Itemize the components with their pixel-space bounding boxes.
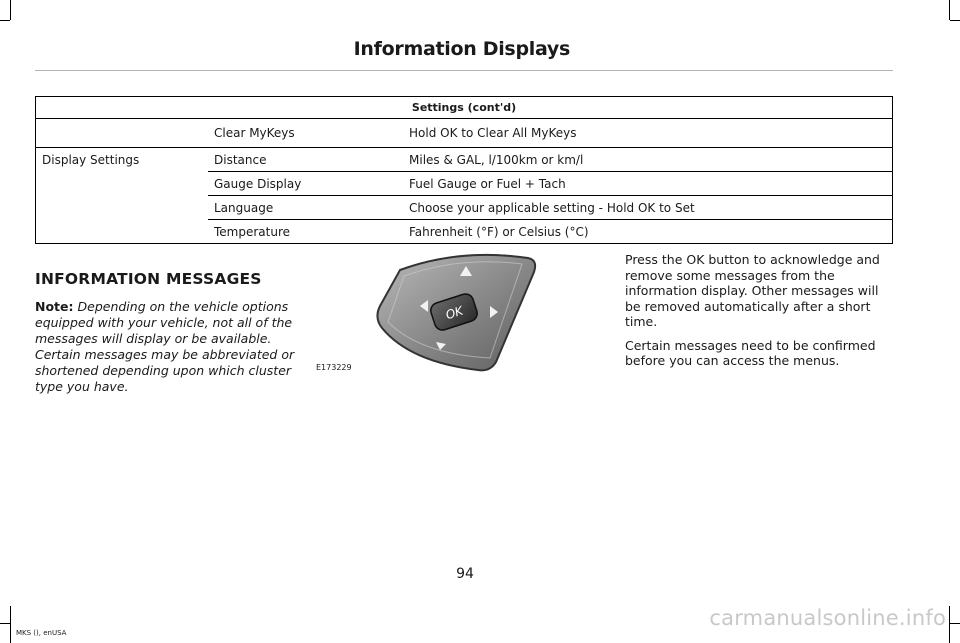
- table-title: Settings (cont'd): [36, 97, 893, 119]
- table-cell-value: Fuel Gauge or Fuel + Tach: [403, 172, 893, 196]
- crop-mark: [10, 606, 11, 643]
- table-row: [36, 119, 893, 148]
- section-heading: INFORMATION MESSAGES: [35, 270, 262, 288]
- crop-mark: [949, 0, 950, 20]
- table-cell-item: Language: [208, 196, 403, 220]
- table-cell-category: [36, 119, 209, 148]
- table-cell-value: Miles & GAL, l/100km or km/l: [403, 148, 893, 172]
- crop-mark: [0, 623, 10, 624]
- ok-button-label: OK: [443, 303, 465, 323]
- table-cell-value: Hold OK to Clear All MyKeys: [403, 119, 893, 148]
- note-paragraph: [35, 299, 310, 395]
- table-cell-value: Choose your applicable setting - Hold OK to Set: [403, 196, 893, 220]
- watermark: carmanualsonline.info: [709, 606, 946, 630]
- crop-mark: [0, 20, 10, 21]
- table-cell-item: Temperature: [208, 220, 403, 244]
- table-cell-item: Clear MyKeys: [208, 119, 403, 148]
- page-number: 94: [456, 566, 474, 582]
- table-cell-category: Display Settings: [36, 148, 209, 244]
- page-title: Information Displays: [353, 38, 570, 60]
- crop-mark: [950, 20, 960, 21]
- table-cell-item: Gauge Display: [208, 172, 403, 196]
- title-rule: [35, 70, 893, 71]
- settings-table: [35, 96, 893, 244]
- paragraph: Press the OK button to acknowledge and remove some messages from the information display. Other messages will be removed automatically after a short time.: [625, 252, 880, 329]
- crop-mark: [949, 606, 950, 643]
- illustration-id: E173229: [316, 363, 352, 372]
- steering-wheel-ok-button-illustration: [370, 250, 540, 375]
- paragraph: Certain messages need to be confirmed before you can access the menus.: [625, 337, 876, 368]
- note-text: Depending on the vehicle options equipped with your vehicle, not all of the messages will display or be available. Certain messages may be abbreviated or shortened depending upon which cluster type you have.: [35, 299, 295, 394]
- table-cell-item: Distance: [208, 148, 403, 172]
- crop-mark: [10, 0, 11, 20]
- table-row: [36, 148, 893, 172]
- footer-text: MKS (), enUSA: [16, 629, 67, 637]
- info-text-column: [625, 252, 895, 377]
- crop-mark: [950, 623, 960, 624]
- note-label: Note:: [35, 299, 74, 314]
- table-cell-value: Fahrenheit (°F) or Celsius (°C): [403, 220, 893, 244]
